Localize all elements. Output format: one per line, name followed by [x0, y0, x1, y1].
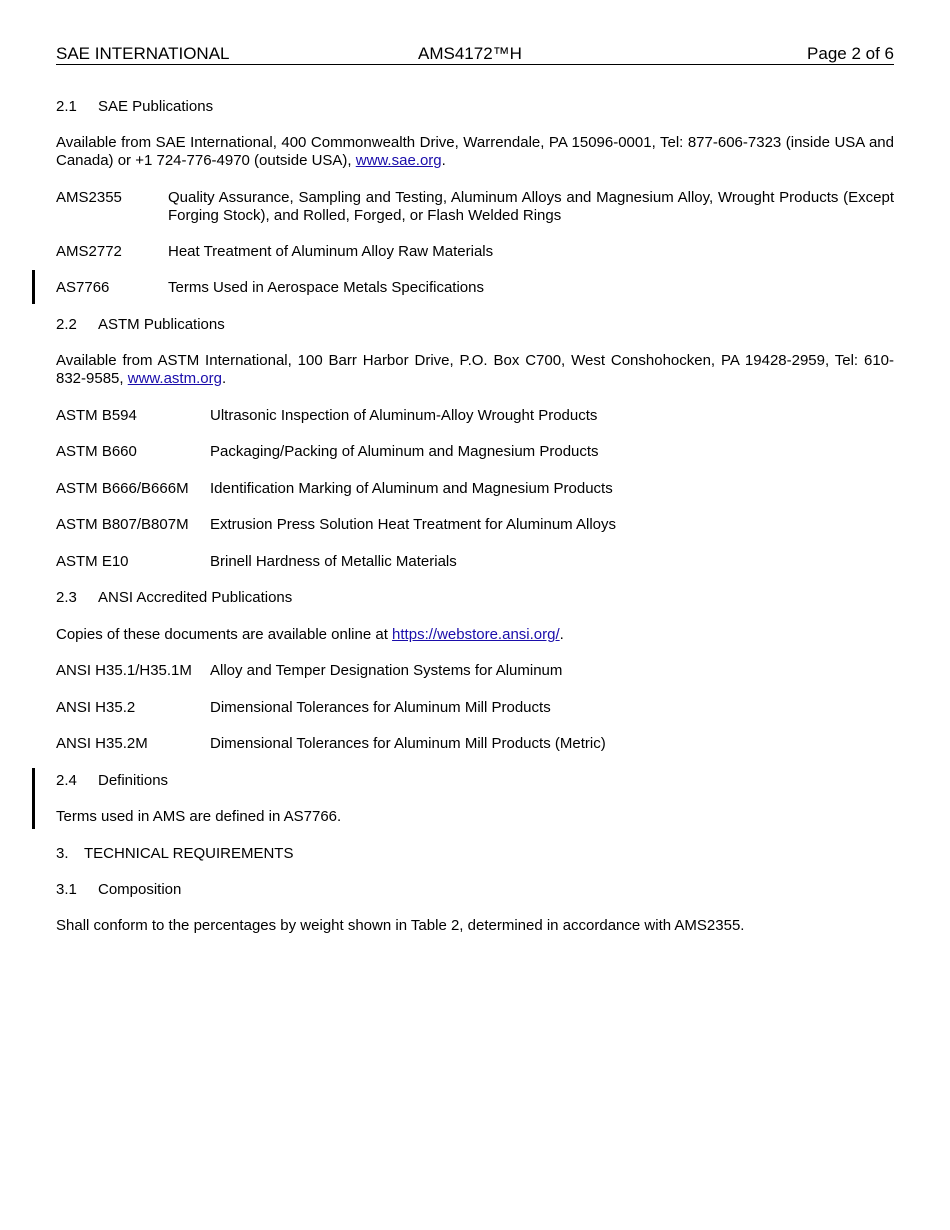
reference-code: ASTM E10: [56, 553, 129, 570]
reference-title: Identification Marking of Aluminum and Magnesium Products: [210, 480, 613, 497]
section-2-3-heading: [56, 589, 292, 607]
section-number: 2.3: [56, 589, 77, 606]
reference-entry: [56, 553, 894, 571]
change-bar: [32, 768, 35, 829]
reference-entry: [56, 243, 894, 261]
reference-title: Brinell Hardness of Metallic Materials: [210, 553, 457, 570]
section-number: 3.: [56, 845, 69, 862]
section-number: 3.1: [56, 881, 77, 898]
change-bar: [32, 270, 35, 304]
ansi-availability-body: Copies of these documents are available online at: [56, 626, 393, 643]
reference-entry: [56, 699, 894, 717]
section-2-2-heading: [56, 316, 225, 334]
reference-title: Quality Assurance, Sampling and Testing, Aluminum Alloys and Magnesium Alloy, Wrought Products (Except Forging Stock), and Rolled, Forged, or Flash Welded Rings: [168, 189, 894, 224]
ansi-availability-text: [56, 626, 894, 644]
section-title: Definitions: [98, 772, 169, 789]
section-title: SAE Publications: [98, 98, 214, 115]
reference-code: AMS2355: [56, 189, 122, 206]
reference-entry: [56, 480, 894, 498]
ansi-webstore-link[interactable]: https://webstore.ansi.org/: [392, 626, 560, 643]
section-number: 2.4: [56, 772, 77, 789]
astm-availability-end: .: [221, 370, 227, 387]
reference-entry: [56, 443, 894, 461]
sae-availability-text: [56, 134, 894, 170]
header-page-number: Page 2 of 6: [807, 44, 894, 63]
section-number: 2.2: [56, 316, 77, 333]
header-document-number: AMS4172™H: [418, 44, 522, 63]
reference-code: ASTM B594: [56, 407, 137, 424]
reference-code: ASTM B666/B666M: [56, 480, 189, 497]
section-2-4-heading: [56, 772, 168, 790]
section-3-1-heading: [56, 881, 181, 899]
reference-code: AMS2772: [56, 243, 122, 260]
header-organization: SAE INTERNATIONAL: [56, 44, 230, 63]
sae-availability-body: Available from SAE International, 400 Commonwealth Drive, Warrendale, PA 15096-0001, Tel: 877-606-7323 (inside USA and Canada) or +1 724-776-4970 (outside USA),: [56, 134, 894, 169]
definitions-text: Terms used in AMS are defined in AS7766.: [56, 808, 342, 825]
page-header: [56, 44, 894, 65]
reference-code: ANSI H35.2M: [56, 735, 148, 752]
ansi-availability-end: .: [559, 626, 564, 643]
reference-title: Alloy and Temper Designation Systems for Aluminum: [210, 662, 563, 679]
sae-website-link[interactable]: www.sae.org: [355, 152, 442, 169]
reference-title: Packaging/Packing of Aluminum and Magnesium Products: [210, 443, 599, 460]
section-title: TECHNICAL REQUIREMENTS: [84, 845, 294, 862]
astm-website-link[interactable]: www.astm.org: [127, 370, 222, 387]
sae-availability-end: .: [441, 152, 446, 169]
reference-code: ANSI H35.2: [56, 699, 136, 716]
reference-title: Dimensional Tolerances for Aluminum Mill Products (Metric): [210, 735, 606, 752]
reference-title: Dimensional Tolerances for Aluminum Mill Products: [210, 699, 551, 716]
reference-code: AS7766: [56, 279, 110, 296]
reference-entry: [56, 735, 894, 753]
reference-title: Heat Treatment of Aluminum Alloy Raw Materials: [168, 243, 494, 260]
reference-title: Extrusion Press Solution Heat Treatment for Aluminum Alloys: [210, 516, 617, 533]
reference-entry: [56, 662, 894, 680]
reference-entry: [56, 516, 894, 534]
section-number: 2.1: [56, 98, 77, 115]
section-title: ANSI Accredited Publications: [98, 589, 293, 606]
reference-entry: [56, 407, 894, 425]
reference-title: Terms Used in Aerospace Metals Specifications: [168, 279, 484, 296]
reference-code: ASTM B660: [56, 443, 137, 460]
section-3-heading: [56, 845, 293, 863]
composition-text: Shall conform to the percentages by weight shown in Table 2, determined in accordance with AMS2355.: [56, 917, 745, 934]
section-title: Composition: [98, 881, 182, 898]
reference-entry: [56, 189, 894, 225]
reference-title: Ultrasonic Inspection of Aluminum-Alloy Wrought Products: [210, 407, 598, 424]
reference-code: ASTM B807/B807M: [56, 516, 189, 533]
astm-availability-text: [56, 352, 894, 388]
reference-code: ANSI H35.1/H35.1M: [56, 662, 192, 679]
astm-availability-body: Available from ASTM International, 100 Barr Harbor Drive, P.O. Box C700, West Conshohocken, PA 19428-2959, Tel: 610-832-9585,: [56, 352, 894, 387]
section-2-1-heading: [56, 98, 213, 116]
reference-entry: [56, 279, 894, 297]
section-title: ASTM Publications: [98, 316, 225, 333]
